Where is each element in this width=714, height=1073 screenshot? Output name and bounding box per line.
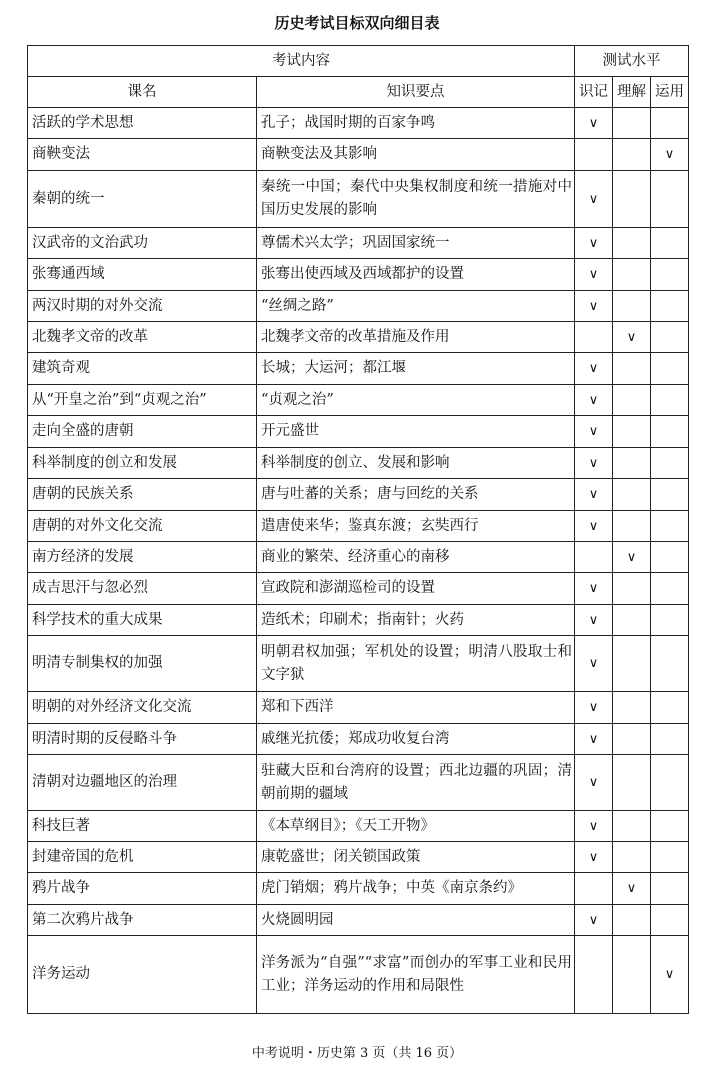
check-mark-icon: ∨ (588, 912, 599, 928)
check-mark-icon: ∨ (588, 581, 599, 596)
apply-mark-cell (651, 636, 689, 692)
course-cell: 洋务运动 (28, 936, 257, 1014)
check-mark-icon: ∨ (588, 612, 599, 628)
apply-mark-cell (651, 353, 689, 385)
course-cell: 明朝的对外经济文化交流 (28, 692, 257, 724)
table-row (28, 385, 689, 416)
check-mark-icon: ∨ (588, 298, 599, 314)
apply-mark-cell (651, 573, 689, 605)
table-row (28, 416, 689, 448)
recall-mark-cell (575, 511, 613, 542)
course-cell: 成吉思汗与忽必烈 (28, 573, 257, 605)
check-mark-icon: ∨ (588, 656, 599, 671)
knowledge-points-cell: 商业的繁荣、经济重心的南移 (257, 542, 575, 573)
recall-mark-cell (575, 542, 613, 573)
recall-mark-cell (575, 573, 613, 605)
recall-mark-cell (575, 139, 613, 171)
knowledge-points-cell: 驻藏大臣和台湾府的设置；西北边疆的巩固；清朝前期的疆域 (257, 755, 575, 811)
recall-mark-cell (575, 291, 613, 322)
knowledge-points-cell: 宣政院和澎湖巡检司的设置 (257, 573, 575, 605)
understand-mark-cell (613, 511, 651, 542)
table-row (28, 542, 689, 573)
recall-mark-cell (575, 842, 613, 873)
table-row (28, 291, 689, 322)
course-cell: 北魏孝文帝的改革 (28, 322, 257, 353)
check-mark-icon: ∨ (588, 392, 599, 408)
table-row (28, 573, 689, 605)
knowledge-points-cell: 北魏孝文帝的改革措施及作用 (257, 322, 575, 353)
check-mark-icon: ∨ (588, 775, 599, 790)
check-mark-icon: ∨ (664, 147, 675, 162)
apply-mark-cell (651, 228, 689, 259)
check-mark-icon: ∨ (588, 455, 599, 471)
knowledge-points-cell: “丝绸之路” (257, 291, 575, 322)
table-row (28, 842, 689, 873)
understand-mark-cell (613, 416, 651, 448)
recall-mark-cell (575, 228, 613, 259)
check-mark-icon: ∨ (588, 487, 599, 502)
recall-mark-cell (575, 108, 613, 139)
understand-mark-cell (613, 811, 651, 842)
recall-mark-cell (575, 479, 613, 511)
apply-mark-cell (651, 171, 689, 228)
table-row (28, 811, 689, 842)
knowledge-points-cell: 商鞅变法及其影响 (257, 139, 575, 171)
table-row (28, 108, 689, 139)
knowledge-points-cell: 康乾盛世；闭关锁国政策 (257, 842, 575, 873)
page-footer: 中考说明・历史第 3 页（共 16 页） (251, 1046, 463, 1061)
recall-mark-cell (575, 448, 613, 479)
understand-mark-cell (613, 724, 651, 755)
recall-mark-cell (575, 171, 613, 228)
course-cell: 两汉时期的对外交流 (28, 291, 257, 322)
knowledge-points-cell: 洋务派为“自强”“求富”而创办的军事工业和民用工业；洋务运动的作用和局限性 (257, 936, 575, 1014)
table-row (28, 605, 689, 636)
understand-mark-cell (613, 636, 651, 692)
table-row (28, 511, 689, 542)
understand-mark-cell (613, 479, 651, 511)
recall-mark-cell (575, 416, 613, 448)
knowledge-points-cell: 明朝君权加强；军机处的设置；明清八股取士和文字狱 (257, 636, 575, 692)
course-cell: 鸦片战争 (28, 873, 257, 905)
apply-mark-cell (651, 259, 689, 291)
recall-mark-cell (575, 936, 613, 1014)
apply-mark-cell (651, 291, 689, 322)
understand-column-header: 理解 (613, 77, 651, 108)
course-cell: 走向全盛的唐朝 (28, 416, 257, 448)
understand-mark-cell (613, 171, 651, 228)
check-mark-icon: ∨ (588, 424, 599, 439)
understand-mark-cell (613, 139, 651, 171)
table-row (28, 755, 689, 811)
understand-mark-cell (613, 259, 651, 291)
course-cell: 活跃的学术思想 (28, 108, 257, 139)
apply-mark-cell (651, 755, 689, 811)
recall-mark-cell (575, 873, 613, 905)
understand-mark-cell (613, 542, 651, 573)
knowledge-points-cell: “贞观之治” (257, 385, 575, 416)
recall-mark-cell (575, 755, 613, 811)
apply-mark-cell (651, 873, 689, 905)
knowledge-points-cell: 戚继光抗倭；郑成功收复台湾 (257, 724, 575, 755)
understand-mark-cell (613, 605, 651, 636)
course-cell: 科技巨著 (28, 811, 257, 842)
knowledge-points-cell: 孔子；战国时期的百家争鸣 (257, 108, 575, 139)
recall-mark-cell (575, 322, 613, 353)
knowledge-points-cell: 唐与吐蕃的关系；唐与回纥的关系 (257, 479, 575, 511)
table-row (28, 692, 689, 724)
knowledge-points-cell: 长城；大运河；都江堰 (257, 353, 575, 385)
understand-mark-cell (613, 291, 651, 322)
course-cell: 第二次鸦片战争 (28, 905, 257, 936)
understand-mark-cell (613, 228, 651, 259)
apply-mark-cell (651, 108, 689, 139)
check-mark-icon: ∨ (588, 518, 599, 534)
understand-mark-cell (613, 842, 651, 873)
course-cell: 唐朝的民族关系 (28, 479, 257, 511)
check-mark-icon: ∨ (588, 115, 599, 131)
course-cell: 张骞通西域 (28, 259, 257, 291)
course-cell: 唐朝的对外文化交流 (28, 511, 257, 542)
check-mark-icon: ∨ (626, 329, 637, 345)
table-row (28, 873, 689, 905)
check-mark-icon: ∨ (626, 549, 637, 565)
knowledge-points-cell: 秦统一中国；秦代中央集权制度和统一措施对中国历史发展的影响 (257, 171, 575, 228)
course-column-header: 课名 (28, 77, 257, 108)
check-mark-icon: ∨ (664, 967, 675, 982)
understand-mark-cell (613, 873, 651, 905)
apply-mark-cell (651, 842, 689, 873)
course-cell: 清朝对边疆地区的治理 (28, 755, 257, 811)
recall-mark-cell (575, 636, 613, 692)
table-row (28, 353, 689, 385)
table-row (28, 171, 689, 228)
apply-mark-cell (651, 905, 689, 936)
test-level-header: 测试水平 (575, 46, 689, 77)
check-mark-icon: ∨ (588, 235, 599, 251)
points-column-header: 知识要点 (257, 77, 575, 108)
table-body (28, 108, 689, 1014)
apply-mark-cell (651, 811, 689, 842)
apply-mark-cell (651, 385, 689, 416)
recall-mark-cell (575, 811, 613, 842)
apply-mark-cell (651, 322, 689, 353)
knowledge-points-cell: 遣唐使来华；鉴真东渡；玄奘西行 (257, 511, 575, 542)
table-row (28, 322, 689, 353)
table-row (28, 139, 689, 171)
check-mark-icon: ∨ (588, 849, 599, 865)
course-cell: 明清时期的反侵略斗争 (28, 724, 257, 755)
understand-mark-cell (613, 322, 651, 353)
knowledge-points-cell: 《本草纲目》；《天工开物》 (257, 811, 575, 842)
table-row (28, 479, 689, 511)
page-title: 历史考试目标双向细目表 (274, 14, 440, 32)
knowledge-points-cell: 张骞出使西域及西域都护的设置 (257, 259, 575, 291)
table-row (28, 936, 689, 1014)
knowledge-points-cell: 火烧圆明园 (257, 905, 575, 936)
understand-mark-cell (613, 448, 651, 479)
check-mark-icon: ∨ (588, 731, 599, 747)
course-cell: 从“开皇之治”到“贞观之治” (28, 385, 257, 416)
course-cell: 科学技术的重大成果 (28, 605, 257, 636)
check-mark-icon: ∨ (588, 700, 599, 715)
course-cell: 封建帝国的危机 (28, 842, 257, 873)
knowledge-points-cell: 造纸术；印刷术；指南针；火药 (257, 605, 575, 636)
course-cell: 明清专制集权的加强 (28, 636, 257, 692)
recall-column-header: 识记 (575, 77, 613, 108)
understand-mark-cell (613, 108, 651, 139)
course-cell: 汉武帝的文治武功 (28, 228, 257, 259)
table-row (28, 259, 689, 291)
course-cell: 南方经济的发展 (28, 542, 257, 573)
knowledge-points-cell: 科举制度的创立、发展和影响 (257, 448, 575, 479)
course-cell: 建筑奇观 (28, 353, 257, 385)
table-row (28, 905, 689, 936)
recall-mark-cell (575, 605, 613, 636)
course-cell: 商鞅变法 (28, 139, 257, 171)
apply-column-header: 运用 (651, 77, 689, 108)
knowledge-points-cell: 郑和下西洋 (257, 692, 575, 724)
check-mark-icon: ∨ (588, 361, 599, 376)
understand-mark-cell (613, 573, 651, 605)
apply-mark-cell (651, 542, 689, 573)
apply-mark-cell (651, 692, 689, 724)
check-mark-icon: ∨ (626, 881, 637, 896)
understand-mark-cell (613, 905, 651, 936)
exam-objectives-table (27, 45, 689, 1014)
recall-mark-cell (575, 259, 613, 291)
apply-mark-cell (651, 605, 689, 636)
course-cell: 科举制度的创立和发展 (28, 448, 257, 479)
recall-mark-cell (575, 692, 613, 724)
understand-mark-cell (613, 385, 651, 416)
table-row (28, 636, 689, 692)
apply-mark-cell (651, 511, 689, 542)
understand-mark-cell (613, 353, 651, 385)
understand-mark-cell (613, 692, 651, 724)
apply-mark-cell (651, 139, 689, 171)
check-mark-icon: ∨ (588, 267, 599, 282)
recall-mark-cell (575, 353, 613, 385)
apply-mark-cell (651, 724, 689, 755)
exam-content-header: 考试内容 (28, 46, 575, 77)
table-row (28, 448, 689, 479)
apply-mark-cell (651, 448, 689, 479)
apply-mark-cell (651, 479, 689, 511)
course-cell: 秦朝的统一 (28, 171, 257, 228)
apply-mark-cell (651, 416, 689, 448)
recall-mark-cell (575, 724, 613, 755)
recall-mark-cell (575, 905, 613, 936)
knowledge-points-cell: 尊儒术兴太学；巩固国家统一 (257, 228, 575, 259)
table-row (28, 228, 689, 259)
knowledge-points-cell: 开元盛世 (257, 416, 575, 448)
check-mark-icon: ∨ (588, 191, 599, 207)
understand-mark-cell (613, 936, 651, 1014)
table-row (28, 724, 689, 755)
apply-mark-cell (651, 936, 689, 1014)
understand-mark-cell (613, 755, 651, 811)
recall-mark-cell (575, 385, 613, 416)
check-mark-icon: ∨ (588, 818, 599, 834)
knowledge-points-cell: 虎门销烟；鸦片战争；中英《南京条约》 (257, 873, 575, 905)
